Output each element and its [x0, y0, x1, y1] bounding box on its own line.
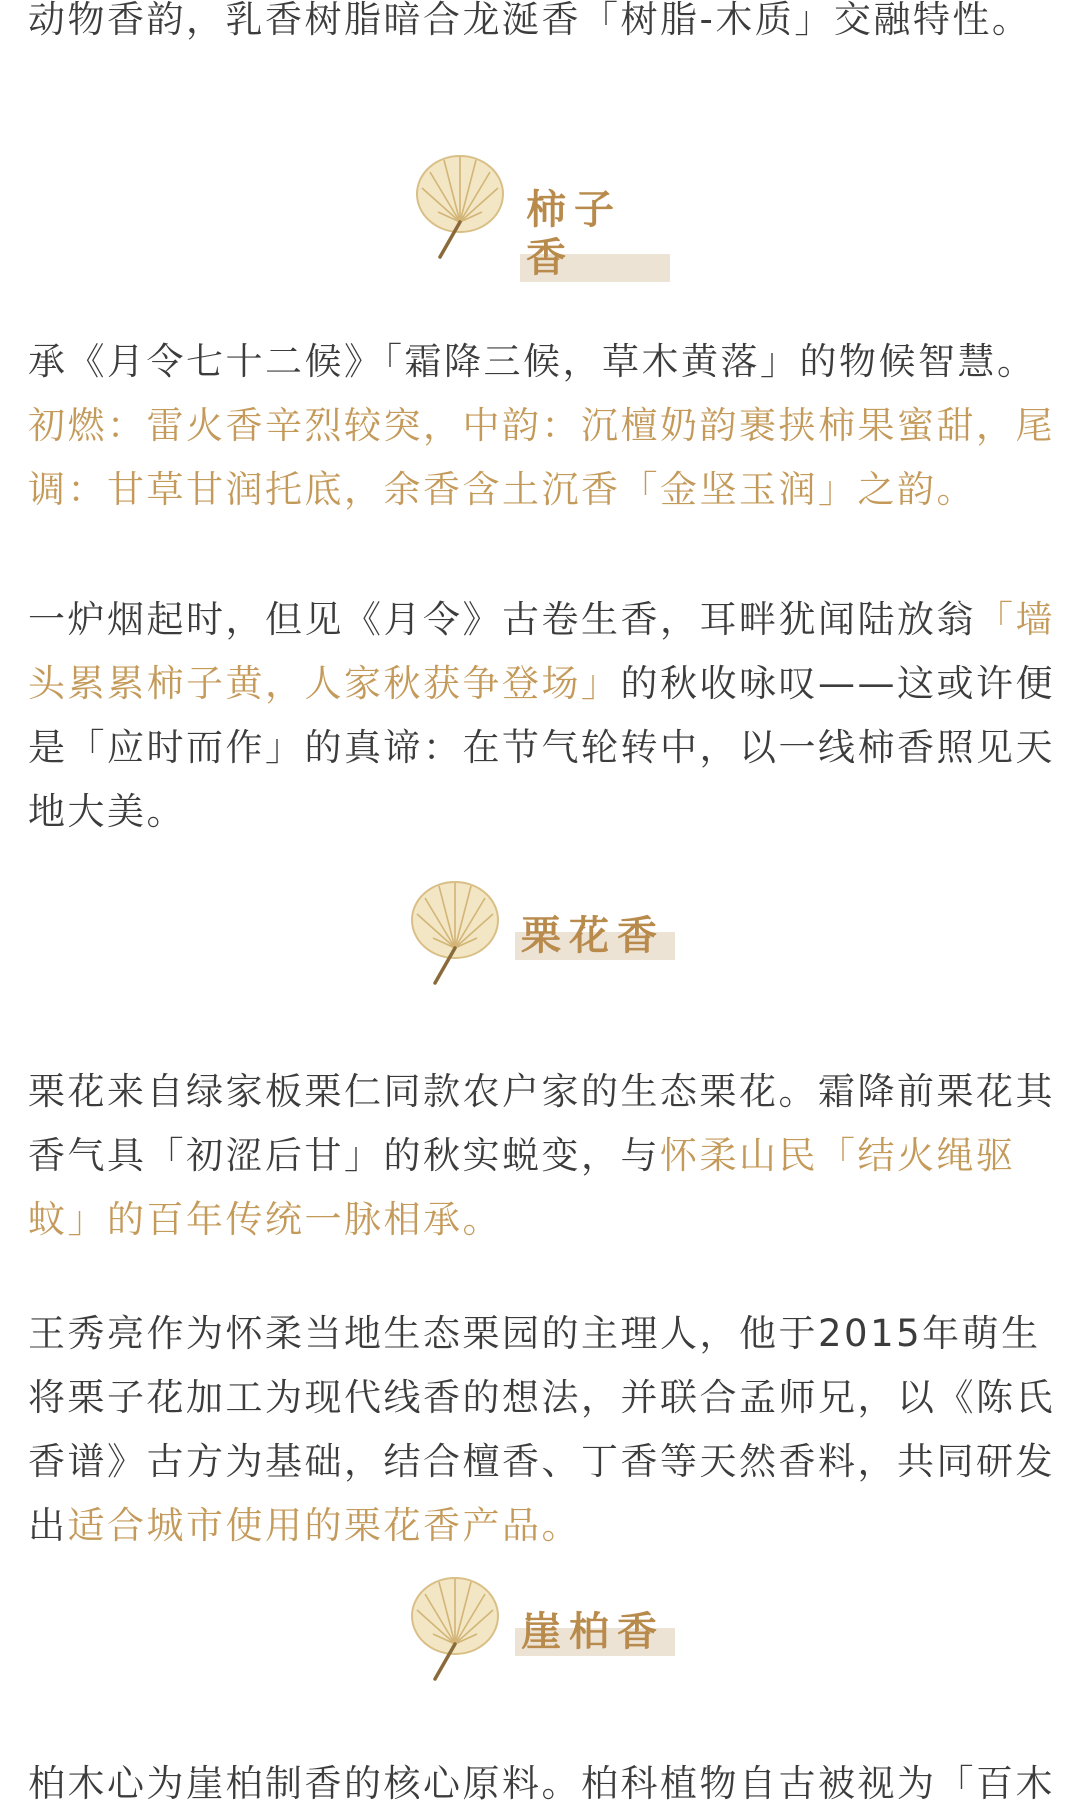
- section-title: 柿子香: [526, 187, 622, 281]
- cypress-paragraph-1: 柏木心为崖柏制香的核心原料。柏科植物自古被视为「百木: [28, 1762, 1055, 1805]
- intro-paragraph: 动物香韵，乳香树脂暗合龙涎香「树脂-木质」交融特性。: [28, 0, 1032, 41]
- section-heading-cliff-cypress: [0, 1574, 1080, 1684]
- palm-fan-icon: [405, 1574, 505, 1684]
- section-heading-persimmon: [0, 152, 1080, 281]
- chestnut-paragraph-2: 王秀亮作为怀柔当地生态栗园的主理人，他于2015年萌生将栗子花加工为现代线香的想法，并联合孟师兄，以《陈氏香谱》古方为基础，结合檀香、丁香等天然香料，共同研发出适合城市使用的栗花香产品。: [28, 1312, 1055, 1547]
- section-title: 栗花香: [521, 913, 665, 959]
- chestnut-paragraph-1: 栗花来自绿家板栗仁同款农户家的生态栗花。霜降前栗花其香气具「初涩后甘」的秋实蜕变，与怀柔山民「结火绳驱蚊」的百年传统一脉相承。: [28, 1070, 1055, 1241]
- section-heading-chestnut-flower: [0, 878, 1080, 988]
- palm-fan-icon: [410, 152, 510, 262]
- persimmon-paragraph-1: 承《月令七十二候》「霜降三候，草木黄落」的物候智慧。 初燃：雷火香辛烈较突，中韵：沉檀奶韵裹挟柿果蜜甜，尾调：甘草甘润托底，余香含土沉香「金坚玉润」之韵。: [28, 340, 1055, 511]
- palm-fan-icon: [405, 878, 505, 988]
- section-title: 崖柏香: [521, 1609, 665, 1655]
- persimmon-paragraph-2: 一炉烟起时，但见《月令》古卷生香，耳畔犹闻陆放翁「墙头累累柿子黄，人家秋获争登场」的秋收咏叹——这或许便是「应时而作」的真谛：在节气轮转中，以一线柿香照见天地大美。: [28, 598, 1055, 833]
